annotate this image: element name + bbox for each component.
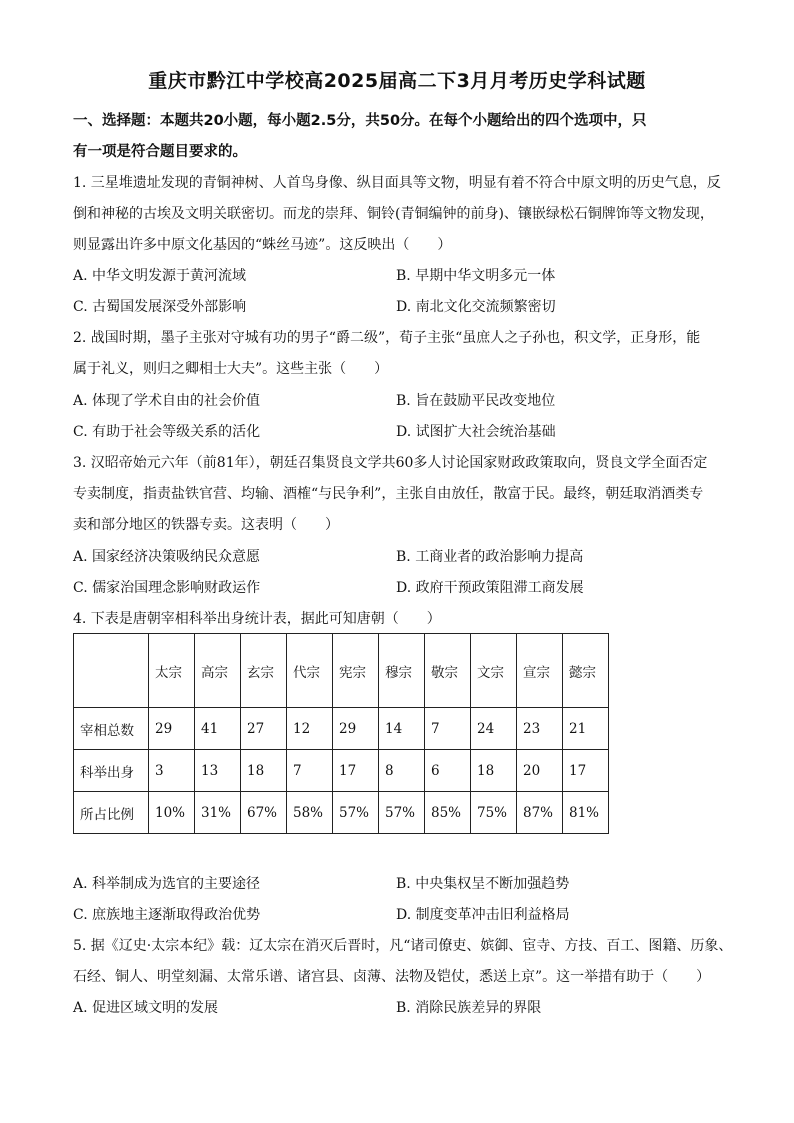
question-4-line-1: 4. 下表是唐朝宰相科举出身统计表，据此可知唐朝（ ） bbox=[73, 611, 441, 627]
table-cell: 7 bbox=[287, 750, 333, 792]
table-cell: 8 bbox=[379, 750, 425, 792]
question-2-option-a[interactable]: A. 体现了学术自由的社会价值 bbox=[73, 393, 261, 409]
question-4-option-d[interactable]: D. 制度变革冲击旧利益格局 bbox=[396, 907, 570, 923]
table-cell: 58% bbox=[287, 792, 333, 834]
table-cell: 17 bbox=[333, 750, 379, 792]
question-3-option-c[interactable]: C. 儒家治国理念影响财政运作 bbox=[73, 580, 261, 596]
table-row-label: 所占比例 bbox=[74, 792, 149, 834]
table-cell: 67% bbox=[241, 792, 287, 834]
question-1-option-a[interactable]: A. 中华文明发源于黄河流域 bbox=[73, 268, 247, 284]
question-4-option-c[interactable]: C. 庶族地主逐渐取得政治优势 bbox=[73, 907, 261, 923]
section-instructions-line2: 有一项是符合题目要求的。 bbox=[73, 144, 247, 160]
question-3-option-a[interactable]: A. 国家经济决策吸纳民众意愿 bbox=[73, 549, 261, 565]
table-cell: 14 bbox=[379, 708, 425, 750]
table-cell: 18 bbox=[471, 750, 517, 792]
question-3-option-d[interactable]: D. 政府干预政策阻滞工商发展 bbox=[396, 580, 584, 596]
table-header-cell: 宣宗 bbox=[517, 634, 563, 708]
table-header-cell: 敬宗 bbox=[425, 634, 471, 708]
table-header-cell: 太宗 bbox=[149, 634, 195, 708]
table-header-cell: 宪宗 bbox=[333, 634, 379, 708]
table-cell: 29 bbox=[333, 708, 379, 750]
question-1-option-b[interactable]: B. 早期中华文明多元一体 bbox=[396, 268, 556, 284]
table-cell: 81% bbox=[563, 792, 609, 834]
table-cell: 21 bbox=[563, 708, 609, 750]
table-cell: 20 bbox=[517, 750, 563, 792]
table-cell: 7 bbox=[425, 708, 471, 750]
question-2-line-2: 属于礼义，则归之卿相士大夫”。这些主张（ ） bbox=[73, 361, 389, 377]
page-title: 重庆市黔江中学校高2025届高二下3月月考历史学科试题 bbox=[148, 70, 646, 92]
table-header-row bbox=[74, 634, 609, 708]
question-2-line-1: 2. 战国时期，墨子主张对守城有功的男子“爵二级”，荀子主张“虽庶人之子孙也，积文学，正身形，能 bbox=[73, 330, 701, 346]
table-cell: 10% bbox=[149, 792, 195, 834]
table-row bbox=[74, 750, 609, 792]
table-cell: 24 bbox=[471, 708, 517, 750]
question-2-option-c[interactable]: C. 有助于社会等级关系的活化 bbox=[73, 424, 261, 440]
question-5-line-1: 5. 据《辽史·太宗本纪》载：辽太宗在消灭后晋时，凡“诸司僚吏、嫔御、宦寺、方技、百工、图籍、历象、 bbox=[73, 938, 733, 954]
question-3-line-1: 3. 汉昭帝始元六年（前81年），朝廷召集贤良文学共60多人讨论国家财政政策取向，贤良文学全面否定 bbox=[73, 455, 708, 471]
question-5-option-a[interactable]: A. 促进区域文明的发展 bbox=[73, 1000, 219, 1016]
table-header-cell: 高宗 bbox=[195, 634, 241, 708]
table-header-cell: 文宗 bbox=[471, 634, 517, 708]
question-3-line-2: 专卖制度，指责盐铁官营、均输、酒榷“与民争利”，主张自由放任，散富于民。最终，朝廷取消酒类专 bbox=[73, 486, 704, 502]
table-cell: 41 bbox=[195, 708, 241, 750]
question-1-line-2: 倒和神秘的古埃及文明关联密切。而龙的崇拜、铜铃(青铜编钟的前身)、镶嵌绿松石铜牌饰等文物发现， bbox=[73, 206, 714, 222]
table-cell: 57% bbox=[333, 792, 379, 834]
table-row bbox=[74, 792, 609, 834]
table-row bbox=[74, 708, 609, 750]
table-cell: 29 bbox=[149, 708, 195, 750]
table-cell: 3 bbox=[149, 750, 195, 792]
question-1-line-3: 则显露出许多中原文化基因的“蛛丝马迹”。这反映出（ ） bbox=[73, 237, 452, 253]
table-cell: 31% bbox=[195, 792, 241, 834]
question-1-line-1: 1. 三星堆遗址发现的青铜神树、人首鸟身像、纵目面具等文物，明显有着不符合中原文明的历史气息，反 bbox=[73, 175, 721, 191]
table-cell: 27 bbox=[241, 708, 287, 750]
question-2-option-b[interactable]: B. 旨在鼓励平民改变地位 bbox=[396, 393, 556, 409]
table-cell: 6 bbox=[425, 750, 471, 792]
table-cell: 75% bbox=[471, 792, 517, 834]
table-row-label: 宰相总数 bbox=[74, 708, 149, 750]
question-4-option-b[interactable]: B. 中央集权呈不断加强趋势 bbox=[396, 876, 570, 892]
section-instructions-line1: 一、选择题：本题共20小题，每小题2.5分，共50分。在每个小题给出的四个选项中，只 bbox=[73, 113, 647, 129]
table-header-cell: 玄宗 bbox=[241, 634, 287, 708]
table-cell: 17 bbox=[563, 750, 609, 792]
table-cell: 57% bbox=[379, 792, 425, 834]
question-3-option-b[interactable]: B. 工商业者的政治影响力提高 bbox=[396, 549, 584, 565]
question-1-option-c[interactable]: C. 古蜀国发展深受外部影响 bbox=[73, 299, 247, 315]
table-header-cell: 懿宗 bbox=[563, 634, 609, 708]
question-3-line-3: 卖和部分地区的铁器专卖。这表明（ ） bbox=[73, 517, 339, 533]
question-1-option-d[interactable]: D. 南北文化交流频繁密切 bbox=[396, 299, 556, 315]
table-header-cell: 代宗 bbox=[287, 634, 333, 708]
question-4-option-a[interactable]: A. 科举制成为选官的主要途径 bbox=[73, 876, 261, 892]
table-row-label: 科举出身 bbox=[74, 750, 149, 792]
table-cell: 18 bbox=[241, 750, 287, 792]
question-2-option-d[interactable]: D. 试图扩大社会统治基础 bbox=[396, 424, 556, 440]
table-cell: 87% bbox=[517, 792, 563, 834]
table-header-cell: 穆宗 bbox=[379, 634, 425, 708]
table-cell: 85% bbox=[425, 792, 471, 834]
question-5-line-2: 石经、铜人、明堂刻漏、太常乐谱、诸宫县、卤薄、法物及铠仗，悉送上京”。这一举措有助于（ ） bbox=[73, 969, 711, 985]
table-header-cell bbox=[74, 634, 149, 708]
question-5-option-b[interactable]: B. 消除民族差异的界限 bbox=[396, 1000, 542, 1016]
table-cell: 23 bbox=[517, 708, 563, 750]
chancellor-exam-table bbox=[73, 633, 609, 834]
table-cell: 13 bbox=[195, 750, 241, 792]
table-cell: 12 bbox=[287, 708, 333, 750]
